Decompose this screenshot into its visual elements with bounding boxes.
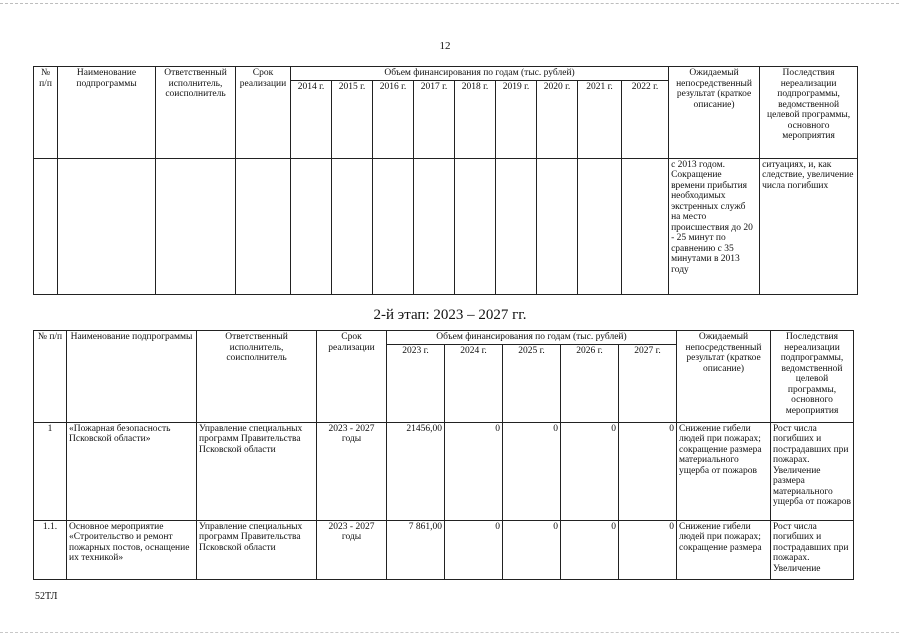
row-term: 2023 - 2027 годы [317,520,387,579]
year-header: 2018 г. [455,80,496,158]
scan-bottom-edge [0,632,899,633]
year-header: 2024 г. [445,344,503,422]
empty-cell [414,158,455,294]
year-header: 2021 г. [578,80,622,158]
empty-cell [34,158,58,294]
year-header: 2015 г. [332,80,373,158]
col-header-consequences: Последствия нереализации подпрограммы, ведомственной целевой программы, основного мероприятия [771,331,854,423]
year-header: 2025 г. [503,344,561,422]
value-2024: 0 [445,520,503,579]
col-header-term: Срок реализации [236,67,291,159]
empty-cell [236,158,291,294]
year-header: 2027 г. [619,344,677,422]
empty-cell [156,158,236,294]
row-num: 1.1. [34,520,67,579]
stage2-table [33,330,854,580]
table-row [34,158,858,294]
value-2027: 0 [619,422,677,520]
empty-cell [537,158,578,294]
year-header: 2022 г. [622,80,669,158]
stage1-table [33,66,858,295]
row-consequences: Рост числа погибших и пострадавших при пожарах. Увеличение размера материального ущерба от пожаров [771,422,854,520]
value-2023: 7 861,00 [387,520,445,579]
empty-cell [622,158,669,294]
row-consequences: Рост числа погибших и пострадавших при пожарах. Увеличение [771,520,854,579]
document-code: 52ТЛ [35,591,58,602]
col-header-term: Срок реализации [317,331,387,423]
row-result: Снижение гибели людей при пожарах; сокращение размера [677,520,771,579]
col-header-name: Наименование подпрограммы [58,67,156,159]
empty-cell [455,158,496,294]
col-header-consequences: Последствия нереализации подпрограммы, ведомственной целевой программы, основного мероприятия [760,67,858,159]
row-name: Основное мероприятие «Строительство и ремонт пожарных постов, оснащение их техникой» [67,520,197,579]
value-2026: 0 [561,520,619,579]
value-2024: 0 [445,422,503,520]
consequences-cell: ситуациях, и, как следствие, увеличение числа погибших [760,158,858,294]
year-header: 2016 г. [373,80,414,158]
year-header: 2017 г. [414,80,455,158]
year-header: 2020 г. [537,80,578,158]
col-header-executor: Ответственный исполнитель, соисполнитель [156,67,236,159]
empty-cell [332,158,373,294]
year-header: 2026 г. [561,344,619,422]
value-2025: 0 [503,520,561,579]
table-row [34,520,854,579]
col-header-financing: Объем финансирования по годам (тыс. рублей) [387,331,677,345]
value-2025: 0 [503,422,561,520]
table-row [34,422,854,520]
page-number: 12 [439,40,451,52]
row-name: «Пожарная безопасность Псковской области» [67,422,197,520]
year-header: 2019 г. [496,80,537,158]
row-executor: Управление специальных программ Правительства Псковской области [197,520,317,579]
col-header-result: Ожидаемый непосредственный результат (краткое описание) [677,331,771,423]
row-result: Снижение гибели людей при пожарах; сокращение размера материального ущерба от пожаров [677,422,771,520]
empty-cell [578,158,622,294]
row-term: 2023 - 2027 годы [317,422,387,520]
col-header-executor: Ответственный исполнитель, соисполнитель [197,331,317,423]
year-header: 2014 г. [291,80,332,158]
col-header-num: № п/п [34,67,58,159]
scan-top-edge [0,3,899,4]
row-num: 1 [34,422,67,520]
empty-cell [496,158,537,294]
result-cell: с 2013 годом. Сокращение времени прибытия необходимых экстренных служб на место происшествия до 20 - 25 минут по сравнению с 35 минутами в 2013 году [669,158,760,294]
value-2023: 21456,00 [387,422,445,520]
col-header-result: Ожидаемый непосредственный результат (краткое описание) [669,67,760,159]
row-executor: Управление специальных программ Правительства Псковской области [197,422,317,520]
empty-cell [58,158,156,294]
value-2027: 0 [619,520,677,579]
col-header-num: № п/п [34,331,67,423]
col-header-name: Наименование подпрограммы [67,331,197,423]
empty-cell [373,158,414,294]
stage-title: 2-й этап: 2023 – 2027 гг. [373,307,527,323]
empty-cell [291,158,332,294]
value-2026: 0 [561,422,619,520]
year-header: 2023 г. [387,344,445,422]
col-header-financing: Объем финансирования по годам (тыс. рублей) [291,67,669,81]
